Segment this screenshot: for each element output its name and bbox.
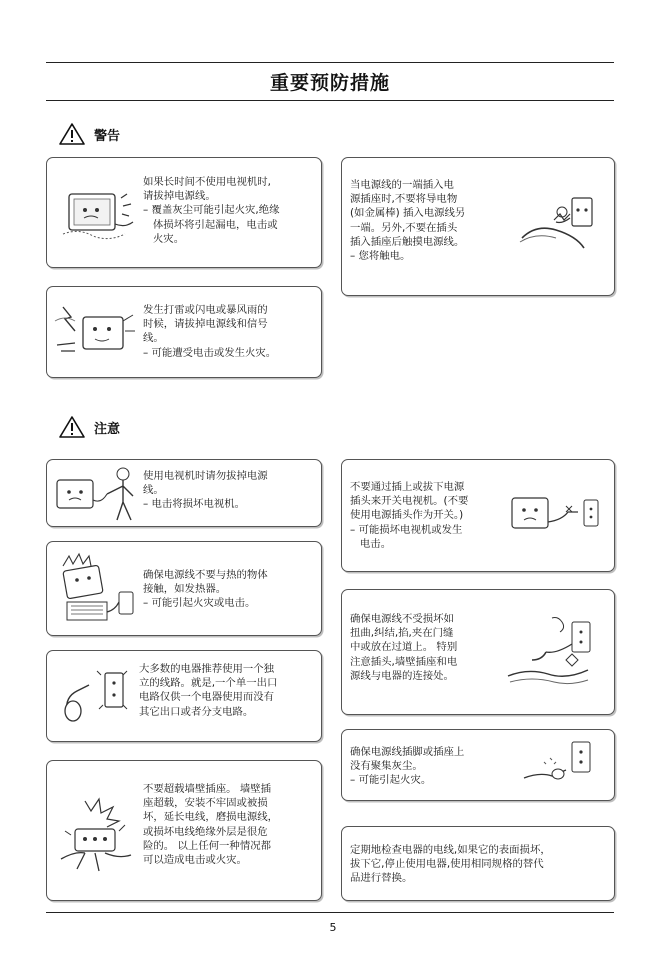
box-line: – 覆盖灰尘可能引起火灾,绝缘: [143, 204, 280, 217]
box-line: 使用电源插头作为开关。): [350, 509, 464, 522]
warning-heading: [58, 120, 120, 148]
box-line: 大多数的电器推荐使用一个独: [139, 663, 275, 675]
box-line: 一端。另外,不要在插头: [350, 221, 458, 234]
box-line: 火灾。: [143, 232, 185, 245]
box-line: 请拔掉电源线。: [143, 190, 216, 203]
box-line: 不要超载墙壁插座。 墙壁插: [143, 783, 271, 795]
caution-box-inspect-cord: [341, 826, 615, 901]
caution-box-overload: [46, 760, 322, 901]
box-line: 电路仅供一个电器使用而没有: [139, 691, 275, 704]
box-line: 品进行替换。: [350, 872, 413, 885]
box-line: 接触，如发热器。: [143, 583, 227, 596]
caution-box-dedicated-circuit: [46, 650, 322, 742]
overloaded-outlet-illustration-icon: [55, 795, 139, 875]
page-number: 5: [329, 921, 337, 934]
box-line: 险的。 以上任何一种情况都: [143, 839, 271, 852]
plug-shock-illustration-icon: [514, 190, 604, 260]
top-rule: [46, 62, 614, 63]
box-line: 或损坏电线绝缘外层是很危: [143, 825, 268, 838]
warning-label: 警告: [94, 128, 121, 144]
caution-box-cord-damage: [341, 589, 615, 715]
warning-box-thunderstorm: [46, 286, 322, 378]
caution-heading: [58, 413, 120, 441]
box-line: 其它出口或者分支电路。: [139, 705, 254, 718]
box-line: 如果长时间不使用电视机时,: [143, 176, 271, 188]
box-line: – 您将触电。: [350, 250, 411, 263]
box-line: 线。: [143, 484, 164, 497]
title-rule: [46, 100, 614, 101]
caution-box-plug-not-switch: [341, 459, 615, 572]
warning-box-conductive-object: [341, 157, 615, 296]
box-line: 当电源线的一端插入电: [350, 179, 454, 191]
box-line: 拔下它,停止使用电器,使用相同规格的替代: [350, 858, 544, 871]
tv-heater-illustration-icon: [53, 552, 141, 626]
warning-box-unplug-unused: [46, 157, 322, 268]
caution-box-heat-source: [46, 541, 322, 636]
box-line: – 可能引起火灾。: [350, 774, 432, 787]
bottom-rule: [46, 912, 614, 913]
box-line: 确保电源线不受损坏如: [350, 613, 454, 625]
box-line: 插头来开关电视机。(不要: [350, 495, 469, 508]
warning-triangle-icon: [58, 122, 86, 146]
box-line: 时候，请拔掉电源线和信号: [143, 318, 268, 331]
hand-cord-illustration-icon: [502, 614, 606, 694]
box-line: 不要通过插上或拔下电源: [350, 481, 465, 493]
tv-outlet-illustration-icon: [508, 492, 604, 542]
box-line: – 可能损坏电视机或发生: [350, 523, 463, 536]
box-line: 电击。: [350, 537, 392, 550]
box-line: 使用电视机时请勿拔掉电源: [143, 470, 268, 482]
caution-triangle-icon: [58, 415, 86, 439]
box-line: 坏，延长电线，磨损电源线，: [143, 811, 279, 824]
box-line: 座超载，安装不牢固或被损: [143, 797, 268, 810]
box-line: 确保电源线不要与热的物体: [143, 569, 268, 581]
tv-lightning-illustration-icon: [53, 301, 139, 361]
box-line: 中或放在过道上。 特别: [350, 641, 458, 654]
box-line: – 可能遭受电击或发生火灾。: [143, 346, 277, 359]
box-line: 确保电源线插脚或插座上: [350, 746, 465, 758]
box-line: 线。: [143, 332, 164, 345]
box-line: 源线与电器的连接处。: [350, 669, 454, 682]
box-line: 立的线路。就是,一个单一出口: [139, 677, 278, 690]
box-line: 定期地检查电器的电线,如果它的表面损坏，: [350, 844, 551, 856]
box-line: 扭曲,纠结,掐,夹在门缝: [350, 627, 454, 640]
box-line: 可以造成电击或火灾。: [143, 854, 247, 867]
box-line: – 电击将损坏电视机。: [143, 498, 246, 511]
caution-box-dust-on-plug: [341, 729, 615, 801]
plug-outlet-illustration-icon: [57, 665, 141, 731]
box-line: 源插座时,不要将导电物: [350, 193, 458, 206]
tv-person-unplug-illustration-icon: [53, 464, 141, 524]
caution-box-no-unplug-while-on: [46, 459, 322, 527]
dusty-outlet-illustration-icon: [520, 738, 604, 794]
box-line: (如金属棒) 插入电源线另: [350, 207, 466, 220]
tv-dust-illustration-icon: [59, 184, 139, 246]
box-line: 发生打雷或闪电或暴风雨的: [143, 304, 268, 316]
box-line: 插入插座后触摸电源线。: [350, 235, 465, 248]
caution-label: 注意: [94, 421, 121, 437]
box-line: 注意插头,墙壁插座和电: [350, 655, 458, 668]
box-line: – 可能引起火灾或电击。: [143, 597, 256, 610]
page-title: 重要预防措施: [269, 72, 390, 94]
box-line: 没有聚集灰尘。: [350, 760, 423, 773]
box-line: 体损坏将引起漏电，电击或: [143, 218, 278, 231]
